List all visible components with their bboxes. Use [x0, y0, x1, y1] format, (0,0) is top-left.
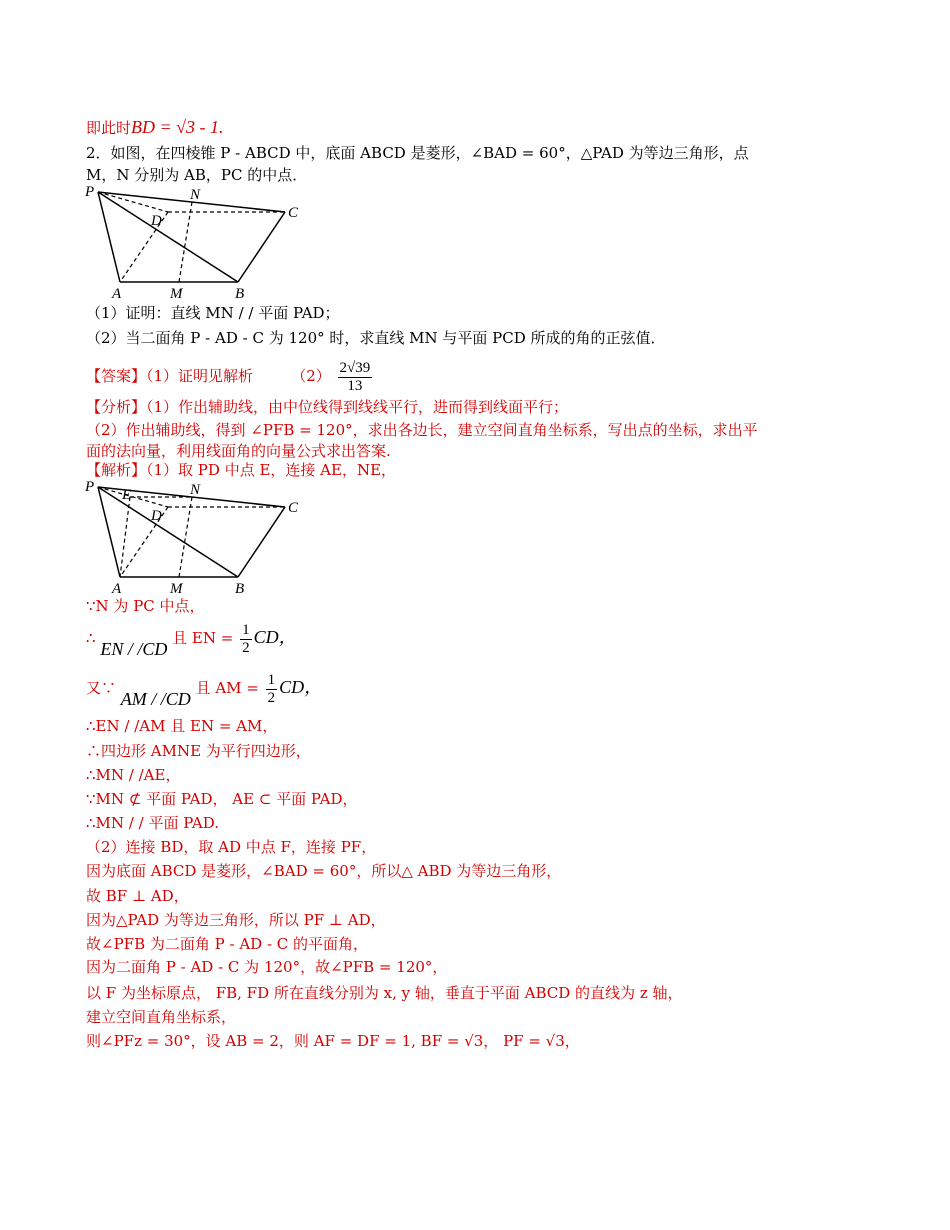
edge-pa — [98, 487, 120, 577]
step-en-equals-am: ∴EN / /AM 且 EN = AM， — [86, 717, 278, 735]
label-b: B — [235, 286, 245, 300]
analysis-line-3: 面的法向量，利用线面角的向量公式求出答案. — [86, 442, 391, 460]
analysis-line-2: （2）作出辅助线，得到 ∠PFB = 120°，求出各边长，建立空间直角坐标系，写出点的坐标，求出平 — [86, 421, 758, 439]
label-e: E — [122, 487, 132, 503]
previous-conclusion: 即此时BD = √3 - 1. — [86, 117, 224, 137]
step-lengths: 则∠PFz = 30°，设 AB = 2，则 AF = DF = 1, BF = √3， PF = √3， — [86, 1032, 580, 1050]
step-pf-perp: 因为△PAD 为等边三角形，所以 PF ⊥ AD， — [86, 911, 386, 929]
pyramid-figure-1 — [80, 182, 320, 300]
segment-mn — [179, 202, 192, 282]
edge-pa — [98, 192, 120, 282]
segment-mn — [179, 497, 192, 577]
step-coordinate-axes: 以 F 为坐标原点， FB, FD 所在直线分别为 x, y 轴，垂直于平面 ABCD 的直线为 z 轴， — [86, 984, 683, 1002]
solution-line-1: 【解析】（1）取 PD 中点 E，连接 AE，NE， — [86, 461, 397, 479]
edge-pb — [98, 487, 238, 577]
edge-bc — [238, 507, 285, 577]
bd-value: BD = √3 - 1. — [131, 117, 224, 137]
step-am-parallel: 又∵ AM / /CD 且 AM = $\frac{1}{2}$ CD， — [86, 672, 323, 709]
label-m: M — [170, 581, 183, 595]
label-p: P — [85, 184, 95, 200]
question-2-line-2: M，N 分别为 AB，PC 的中点． — [86, 166, 308, 184]
label-b: B — [235, 581, 245, 595]
step-n-midpoint: ∵N 为 PC 中点， — [86, 597, 205, 615]
label-d: D — [151, 213, 162, 229]
subquestion-1: （1）证明：直线 MN / / 平面 PAD； — [86, 304, 340, 322]
label-a: A — [112, 581, 122, 595]
step-en-parallel: ∴ EN / /CD 且 EN = $\frac{1}{2}$ CD， — [86, 622, 297, 659]
pyramid-figure-2 — [80, 477, 320, 595]
label-n: N — [190, 187, 201, 203]
label-d: D — [151, 508, 162, 524]
answer-tag: 【答案】 — [86, 367, 147, 385]
answer-line: 【答案】（1）证明见解析 （2） $\frac{2√39}{13}$ — [86, 360, 371, 394]
edge-bc — [238, 212, 285, 282]
step-bf-perp: 故 BF ⊥ AD， — [86, 887, 189, 905]
question-2-line-1: 2．如图，在四棱锥 P - ABCD 中，底面 ABCD 是菱形，∠BAD = 60°，△PAD 为等边三角形，点 — [86, 144, 749, 162]
label-c: C — [288, 205, 299, 221]
label-c: C — [288, 500, 299, 516]
subquestion-2: （2）当二面角 P - AD - C 为 120° 时，求直线 MN 与平面 PCD 所成的角的正弦值． — [86, 329, 666, 347]
label-m: M — [170, 286, 183, 300]
step-rhombus: 因为底面 ABCD 是菱形，∠BAD = 60°，所以△ ABD 为等边三角形， — [86, 862, 562, 880]
label-p: P — [85, 479, 95, 495]
step-angle-120: 因为二面角 P - AD - C 为 120°，故∠PFB = 120°， — [86, 958, 448, 976]
step-parallelogram: ∴四边形 AMNE 为平行四边形， — [86, 742, 311, 760]
step-conclusion-1: ∴MN / / 平面 PAD. — [86, 814, 220, 832]
step-mn-parallel-ae: ∴MN / /AE， — [86, 766, 181, 784]
analysis-line-1: 【分析】（1）作出辅助线，由中位线得到线线平行，进而得到线面平行； — [86, 398, 569, 416]
answer-fraction: $\frac{2√39}{13}$ — [339, 360, 371, 394]
edge-pb — [98, 192, 238, 282]
step-coordinate-system: 建立空间直角坐标系， — [86, 1008, 237, 1026]
label-n: N — [190, 482, 201, 498]
step-part-2-start: （2）连接 BD，取 AD 中点 F，连接 PF， — [86, 838, 377, 856]
step-mn-not-in-plane: ∵MN ⊄ 平面 PAD， AE ⊂ 平面 PAD， — [86, 790, 358, 808]
step-dihedral-angle: 故∠PFB 为二面角 P - AD - C 的平面角， — [86, 935, 369, 953]
label-a: A — [112, 286, 122, 300]
